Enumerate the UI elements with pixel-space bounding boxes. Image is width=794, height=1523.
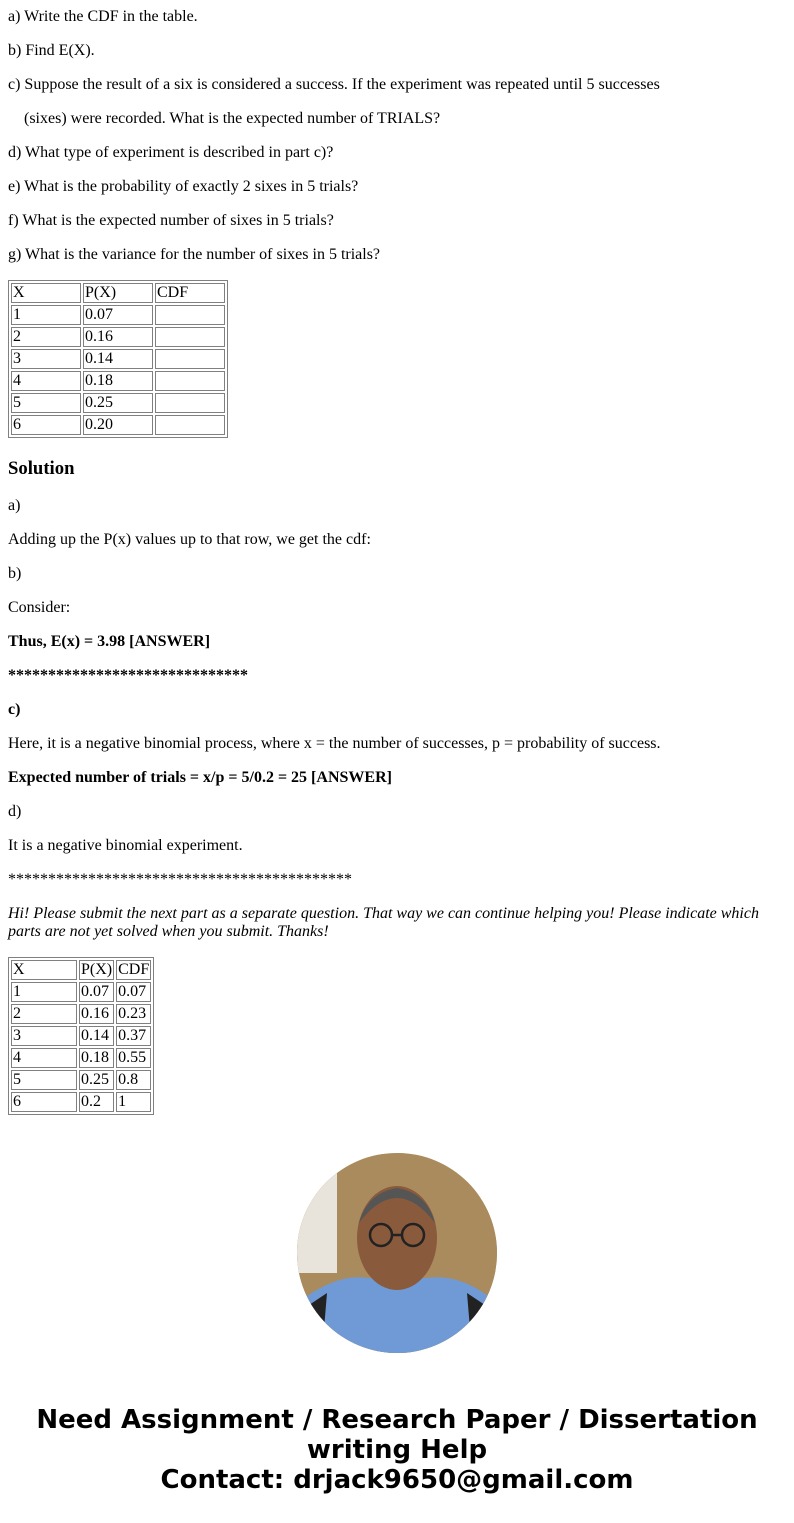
solution-heading: Solution [8,458,75,479]
header-px: P(X) [83,283,153,303]
table-row [11,371,225,391]
table-row [11,982,151,1002]
table-cell: 4 [11,371,81,391]
table-cell: 0.18 [79,1048,114,1068]
trials-answer: Expected number of trials = x/p = 5/0.2 = 25 [ANSWER] [8,769,392,786]
table-row [11,327,225,347]
expected-value-answer: Thus, E(x) = 3.98 [ANSWER] [8,633,211,650]
question-table [8,280,228,438]
solution-b-text: Consider: [8,599,71,616]
separator-2: ******************************************* [8,871,352,888]
table-cell: 0.37 [116,1026,151,1046]
ad-contact: Contact: drjack9650@gmail.com [160,1465,634,1495]
table-cell: 0.07 [83,305,153,325]
solution-a-text: Adding up the P(x) values up to that row, we get the cdf: [8,531,371,548]
question-g: g) What is the variance for the number of sixes in 5 trials? [8,246,381,263]
table-cell: 0.8 [116,1070,151,1090]
table-row [11,349,225,369]
table-cell: 0.16 [79,1004,114,1024]
table-row [11,305,225,325]
table-row [11,1004,151,1024]
table-row [11,1026,151,1046]
question-b: b) Find E(X). [8,42,95,59]
table-cell: 1 [11,305,81,325]
solution-d-text: It is a negative binomial experiment. [8,837,243,854]
table-cell [155,327,225,347]
table-cell [155,393,225,413]
solution-c: c) [8,701,21,718]
table-cell: 5 [11,1070,77,1090]
table-cell: 0.20 [83,415,153,435]
table-cell: 2 [11,1004,77,1024]
question-c-cont: (sixes) were recorded. What is the expected number of TRIALS? [8,110,441,127]
header-x: X [11,960,77,980]
ad-line-2: writing Help [306,1435,488,1465]
table-cell: 0.25 [79,1070,114,1090]
table-cell [155,305,225,325]
table-cell: 2 [11,327,81,347]
table-cell: 3 [11,1026,77,1046]
table-row [11,415,225,435]
table-row [11,393,225,413]
separator: ****************************** [8,667,248,684]
table-cell: 0.14 [79,1026,114,1046]
table-cell [155,415,225,435]
answer-table [8,957,154,1115]
header-cdf: CDF [155,283,225,303]
header-x: X [11,283,81,303]
table-cell: 4 [11,1048,77,1068]
solution-c-text: Here, it is a negative binomial process, where x = the number of successes, p = probability of success. [8,735,661,752]
table-row [11,1070,151,1090]
question-d: d) What type of experiment is described in part c)? [8,144,334,161]
table-cell: 0.18 [83,371,153,391]
table-cell [155,371,225,391]
question-a: a) Write the CDF in the table. [8,8,198,25]
table-cell: 0.07 [79,982,114,1002]
ad-line-1: Need Assignment / Research Paper / Dissertation [36,1405,758,1435]
header-cdf: CDF [118,961,150,978]
table-cell: 0.14 [83,349,153,369]
question-e: e) What is the probability of exactly 2 sixes in 5 trials? [8,178,359,195]
question-f: f) What is the expected number of sixes in 5 trials? [8,212,334,229]
table-cell: 0.2 [79,1092,114,1112]
table-cell: 1 [11,982,77,1002]
table-row [11,1092,151,1112]
header-px: P(X) [81,961,113,978]
table-cell: 5 [11,393,81,413]
table-cell: 0.23 [116,1004,151,1024]
question-c: c) Suppose the result of a six is considered a success. If the experiment was repeated until 5 successes [8,76,660,93]
table-cell: 1 [116,1092,151,1112]
note: Hi! Please submit the next part as a separate question. That way we can continue helping you! Please indicate which parts are not yet solved when you submit. Thanks! [8,905,759,940]
solution-d: d) [8,803,22,820]
table-cell: 6 [11,415,81,435]
table-cell: 0.07 [116,982,151,1002]
table-cell: 3 [11,349,81,369]
table-row [11,1048,151,1068]
table-cell: 6 [11,1092,77,1112]
solution-a: a) [8,497,21,514]
author-photo [297,1153,497,1353]
table-cell: 0.55 [116,1048,151,1068]
table-cell [155,349,225,369]
table-cell: 0.25 [83,393,153,413]
table-cell: 0.16 [83,327,153,347]
solution-b: b) [8,565,22,582]
